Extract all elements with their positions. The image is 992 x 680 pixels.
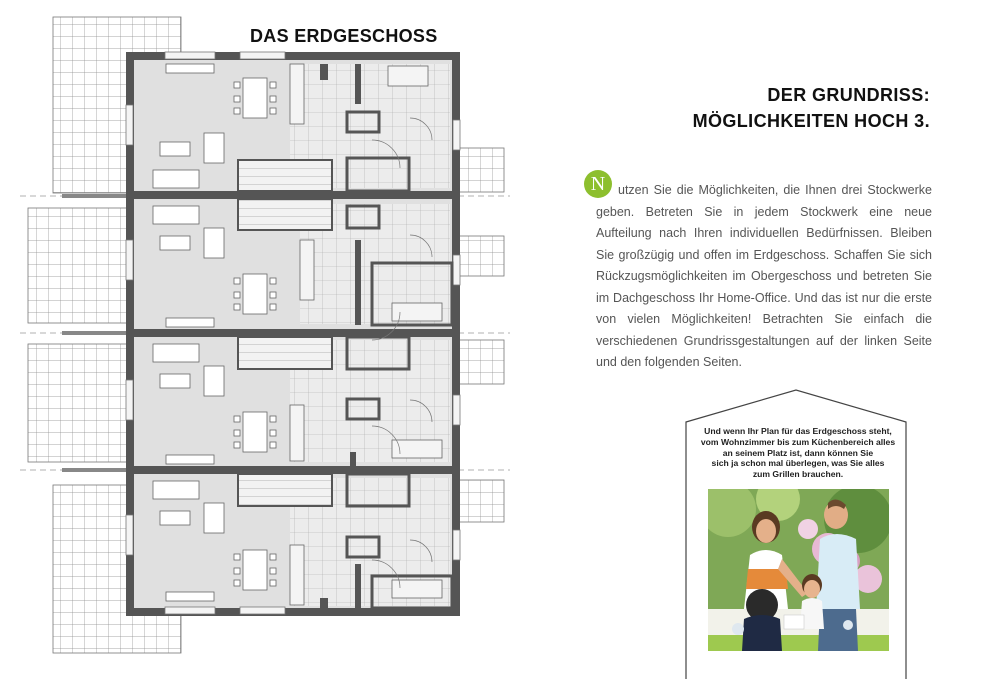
article-headline (693, 82, 930, 134)
sidebar-text (700, 426, 896, 480)
dropcap-badge: N (584, 170, 612, 198)
sidebar-text-line: vom Wohnzimmer bis zum Küchenbereich alles (700, 436, 896, 447)
article-body-text: utzen Sie die Möglichkeiten, die Ihnen drei Stockwerke geben. Betreten Sie in jedem Stockwerk eine neue Aufteilung nach Ihren individuellen Bedürfnissen. Bleiben Sie großzügig und offen im Erdgeschoss. Schaffen Sie sich Rückzugsmöglichkeiten im Obergeschoss und betreten Sie im Dachgeschoss Ihr Home-Office. Und das ist nur die erste von vielen Möglichkeiten! Betrachten Sie einfach die verschiedenen Grundrissgestaltungen auf der linken Seite und den folgenden Seiten. (596, 183, 932, 369)
family-photo (708, 489, 889, 651)
sidebar-text-line: zum Grillen brauchen. (752, 469, 844, 480)
article-body (596, 180, 932, 374)
sidebar-text-line: an seinem Platz ist, dann können Sie (722, 447, 874, 458)
plan-title: DAS ERDGESCHOSS (250, 26, 438, 46)
sidebar-text-line: sich ja schon mal überlegen, was Sie alles (711, 458, 885, 469)
entrance-steps (458, 148, 504, 522)
headline-line-2: MÖGLICHKEITEN HOCH 3. (692, 111, 930, 131)
house-units (126, 52, 460, 614)
headline-line-1: DER GRUNDRISS: (767, 85, 930, 105)
sidebar-text-line: Und wenn Ihr Plan für das Erdgeschoss steht, (704, 426, 892, 436)
